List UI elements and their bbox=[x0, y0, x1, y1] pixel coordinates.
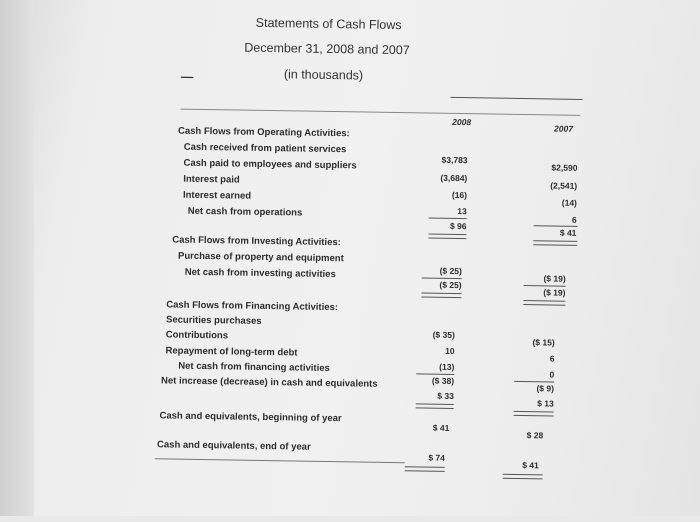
operating-2007-value: 6 bbox=[571, 214, 577, 225]
header-dash: — bbox=[180, 69, 194, 84]
financing-2008-total-rule bbox=[416, 403, 454, 409]
financing-row-label: Net increase (decrease) in cash and equivalents bbox=[160, 375, 378, 390]
operating-row-label: Cash paid to employees and suppliers bbox=[183, 157, 357, 172]
investing-2008-value: ($ 25) bbox=[439, 265, 462, 277]
operating-2007-value: (14) bbox=[561, 197, 578, 208]
top-rule bbox=[180, 109, 580, 116]
bottom-rule bbox=[155, 458, 405, 463]
operating-2008-value: (16) bbox=[451, 189, 468, 201]
investing-2007-value: ($ 19) bbox=[543, 287, 566, 298]
financing-2008-value: ($ 35) bbox=[432, 329, 455, 340]
financing-row-label: Securities purchases bbox=[165, 314, 262, 327]
investing-2008-total-rule bbox=[421, 292, 461, 298]
financing-2008-value: ($ 38) bbox=[431, 375, 455, 386]
financing-2007-value: 6 bbox=[549, 353, 555, 364]
financing-2007-value: $ 13 bbox=[537, 398, 554, 409]
operating-2008-value: $3,783 bbox=[441, 154, 468, 166]
beginning-cash-label: Cash and equivalents, beginning of year bbox=[159, 410, 342, 425]
investing-heading: Cash Flows from Investing Activities: bbox=[172, 234, 341, 249]
investing-row-label: Net cash from investing activities bbox=[184, 266, 336, 281]
investing-row-label: Purchase of property and equipment bbox=[177, 250, 344, 265]
beginning-cash-2008: $ 41 bbox=[432, 422, 450, 433]
statement-date: December 31, 2008 and 2007 bbox=[244, 40, 410, 58]
column-2008: 2008 bbox=[452, 116, 472, 128]
column-2007: 2007 bbox=[554, 123, 574, 134]
operating-2008-value: (3,684) bbox=[440, 172, 468, 184]
operating-heading: Cash Flows from Operating Activities: bbox=[177, 125, 350, 140]
operating-row-label: Cash received from patient services bbox=[183, 141, 347, 156]
operating-2007-value: (2,541) bbox=[550, 180, 578, 191]
investing-2008-value: ($ 25) bbox=[439, 279, 462, 291]
ending-cash-2008-total-rule bbox=[405, 466, 445, 472]
beginning-cash-2007: $ 28 bbox=[526, 430, 544, 441]
statement-title: Statements of Cash Flows bbox=[255, 15, 402, 33]
ending-cash-label: Cash and equivalents, end of year bbox=[156, 439, 311, 453]
financing-2007-value: ($ 9) bbox=[536, 383, 555, 394]
financing-row-label: Contributions bbox=[165, 329, 229, 342]
financing-2007-value: 0 bbox=[549, 369, 555, 380]
operating-row-label: Interest earned bbox=[182, 189, 252, 202]
operating-2007-value: $ 41 bbox=[559, 227, 577, 238]
operating-2008-value: $ 96 bbox=[449, 220, 467, 232]
financing-heading: Cash Flows from Financing Activities: bbox=[166, 299, 339, 314]
operating-2007-total-rule bbox=[533, 240, 577, 246]
financing-row-label: Net cash from financing activities bbox=[178, 360, 330, 375]
financing-2007-total-rule bbox=[514, 411, 554, 417]
financing-2008-value: $ 33 bbox=[437, 390, 454, 401]
investing-2007-value: ($ 19) bbox=[543, 273, 566, 284]
operating-2008-value: 13 bbox=[457, 205, 467, 217]
column-header-rule bbox=[451, 97, 583, 100]
operating-2008-total-rule bbox=[428, 234, 466, 240]
operating-2008-subtotal-rule bbox=[429, 218, 467, 220]
ending-cash-2008: $ 74 bbox=[428, 452, 445, 463]
financing-row-label: Repayment of long-term debt bbox=[165, 345, 298, 359]
financing-2008-value: 10 bbox=[445, 345, 455, 356]
financing-2008-value: (13) bbox=[439, 361, 455, 372]
ending-cash-2007: $ 41 bbox=[522, 460, 539, 471]
financing-2007-value: ($ 15) bbox=[532, 337, 555, 348]
operating-row-label: Interest paid bbox=[183, 173, 240, 186]
operating-row-label: Net cash from operations bbox=[187, 205, 303, 219]
ending-cash-2007-total-rule bbox=[503, 474, 543, 480]
statement-units: (in thousands) bbox=[283, 67, 364, 83]
operating-2007-value: $2,590 bbox=[551, 162, 578, 173]
investing-2007-total-rule bbox=[523, 300, 565, 306]
